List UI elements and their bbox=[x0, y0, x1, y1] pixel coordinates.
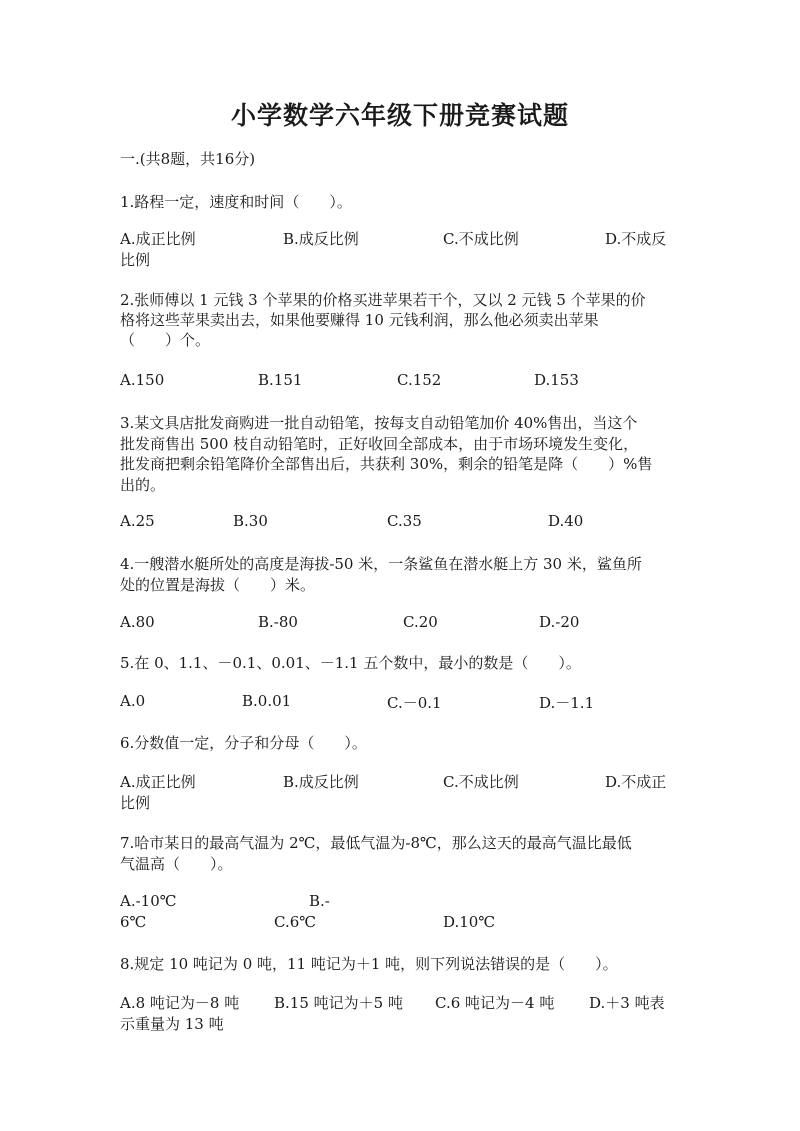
question-7-text-line: 7.哈市某日的最高气温为 2℃，最低气温为-8℃，那么这天的最高气温比最低 bbox=[120, 834, 632, 852]
question-7-option-A: A.-10℃ bbox=[120, 892, 177, 910]
question-8-option-D: D.＋3 吨表 bbox=[589, 994, 665, 1012]
question-2-text-line: （ ）个。 bbox=[120, 331, 211, 349]
question-7-option-D: D.10℃ bbox=[443, 913, 496, 931]
question-1-option-D: D.不成反 bbox=[605, 230, 667, 248]
question-2-option-D: D.153 bbox=[534, 371, 579, 389]
question-8-text-line: 8.规定 10 吨记为 0 吨，11 吨记为＋1 吨，则下列说法错误的是（ ）。 bbox=[120, 955, 618, 973]
question-5-text-line: 5.在 0、1.1、－0.1、0.01、－1.1 五个数中，最小的数是（ ）。 bbox=[120, 654, 581, 672]
question-4-text-line: 处的位置是海拔（ ）米。 bbox=[120, 576, 316, 594]
question-2-text-line: 2.张师傅以 1 元钱 3 个苹果的价格买进苹果若干个，又以 2 元钱 5 个苹果的价 bbox=[120, 291, 646, 309]
question-5-option-C: C.－0.1 bbox=[387, 694, 442, 712]
question-3-text-line: 批发商把剩余铅笔降价全部售出后，共获利 30%，剩余的铅笔是降（ ）%售 bbox=[120, 455, 653, 473]
question-7-option-B-continuation: 6℃ bbox=[120, 913, 147, 931]
question-2-option-B: B.151 bbox=[258, 371, 303, 389]
question-2-option-C: C.152 bbox=[397, 371, 442, 389]
question-8-option-B: B.15 吨记为＋5 吨 bbox=[274, 994, 403, 1012]
question-3-text-line: 出的。 bbox=[120, 476, 166, 494]
question-8-option-C: C.6 吨记为－4 吨 bbox=[435, 994, 555, 1012]
question-4-option-A: A.80 bbox=[120, 613, 155, 631]
question-1-text-line: 1.路程一定，速度和时间（ ）。 bbox=[120, 193, 352, 211]
question-1-option-D-continuation: 比例 bbox=[120, 251, 151, 269]
question-4-option-C: C.20 bbox=[403, 613, 438, 631]
question-2-text-line: 格将这些苹果卖出去，如果他要赚得 10 元钱利润，那么他必须卖出苹果 bbox=[120, 311, 599, 329]
question-6-text-line: 6.分数值一定，分子和分母（ ）。 bbox=[120, 734, 367, 752]
question-8-option-A: A.8 吨记为－8 吨 bbox=[120, 994, 240, 1012]
question-6-option-C: C.不成比例 bbox=[443, 773, 519, 791]
question-5-option-D: D.－1.1 bbox=[539, 694, 595, 712]
question-3-text-line: 批发商售出 500 枝自动铅笔时，正好收回全部成本，由于市场环境发生变化， bbox=[120, 435, 639, 453]
question-7-option-B: B.- bbox=[309, 892, 330, 910]
question-4-text-line: 4.一艘潜水艇所处的高度是海拔-50 米，一条鲨鱼在潜水艇上方 30 米，鲨鱼所 bbox=[120, 555, 642, 573]
question-4-option-B: B.-80 bbox=[258, 613, 298, 631]
question-6-option-D: D.不成正 bbox=[605, 773, 667, 791]
question-3-option-D: D.40 bbox=[548, 512, 584, 530]
question-3-option-C: C.35 bbox=[387, 512, 422, 530]
question-2-option-A: A.150 bbox=[120, 371, 165, 389]
question-5-option-B: B.0.01 bbox=[242, 692, 292, 710]
question-1-option-B: B.成反比例 bbox=[283, 230, 359, 248]
page-title: 小学数学六年级下册竞赛试题 bbox=[230, 101, 569, 130]
question-4-option-D: D.-20 bbox=[539, 613, 580, 631]
question-7-option-C: C.6℃ bbox=[274, 913, 317, 931]
question-6-option-B: B.成反比例 bbox=[283, 773, 359, 791]
question-8-option-D-continuation: 示重量为 13 吨 bbox=[120, 1015, 224, 1033]
section-header: 一.(共8题，共16分) bbox=[120, 150, 256, 168]
question-3-option-A: A.25 bbox=[120, 512, 155, 530]
question-6-option-A: A.成正比例 bbox=[120, 773, 196, 791]
question-3-option-B: B.30 bbox=[233, 512, 268, 530]
question-1-option-C: C.不成比例 bbox=[443, 230, 519, 248]
question-5-option-A: A.0 bbox=[120, 692, 146, 710]
question-3-text-line: 3.某文具店批发商购进一批自动铅笔，按每支自动铅笔加价 40%售出，当这个 bbox=[120, 414, 638, 432]
question-6-option-D-continuation: 比例 bbox=[120, 794, 151, 812]
question-7-text-line: 气温高（ ）。 bbox=[120, 855, 233, 873]
question-1-option-A: A.成正比例 bbox=[120, 230, 196, 248]
